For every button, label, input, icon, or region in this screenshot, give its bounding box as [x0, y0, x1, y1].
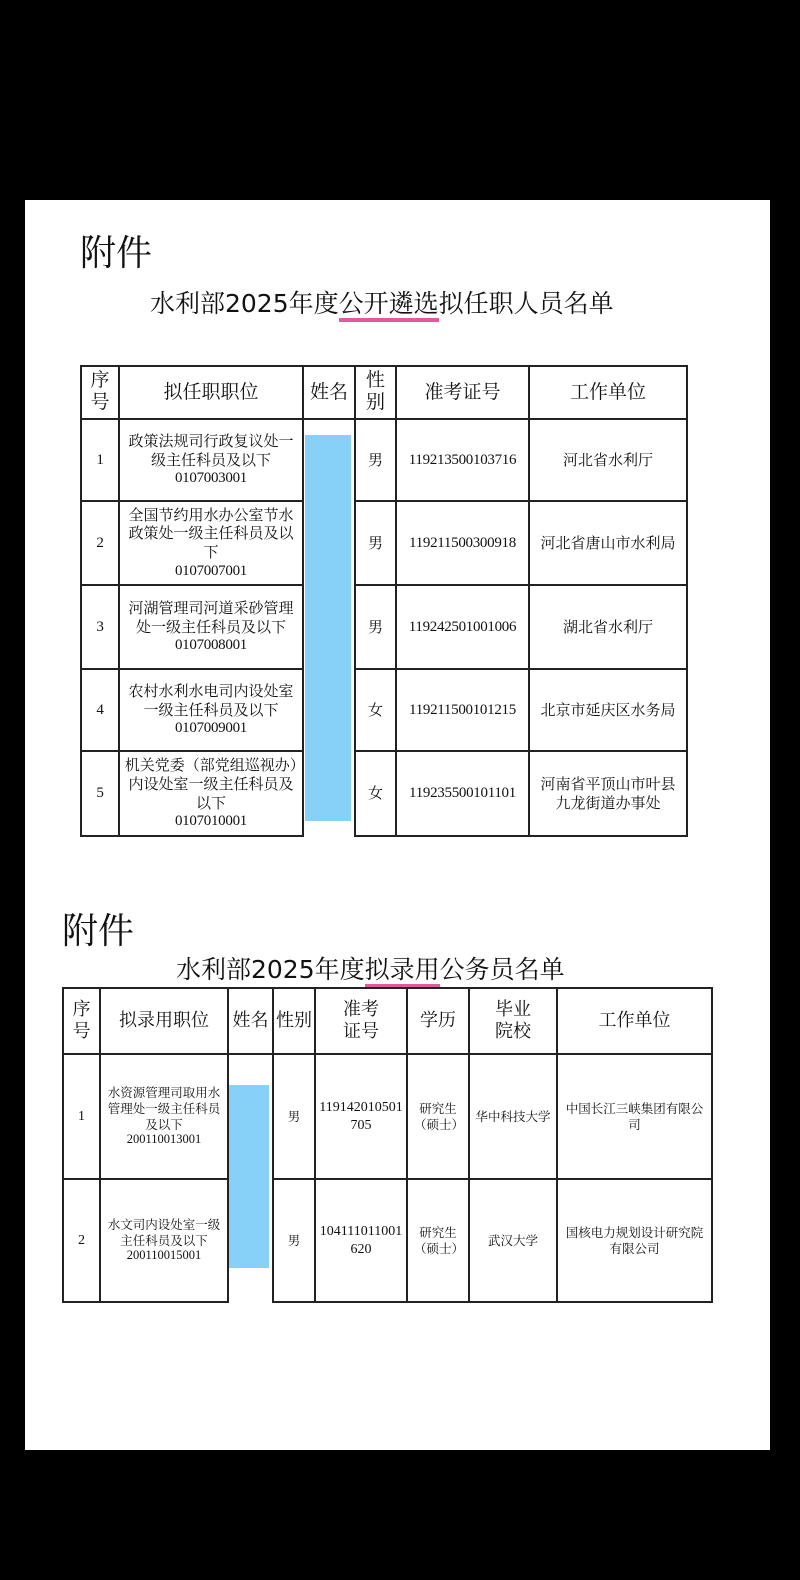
unit-cell: 河北省水利厅: [529, 419, 687, 501]
exam-id-cell: 119142010501705: [315, 1054, 407, 1179]
gender-cell: 女: [355, 669, 396, 751]
row-number: 3: [81, 585, 119, 669]
unit-cell: 河南省平顶山市叶县九龙街道办事处: [529, 751, 687, 836]
position-cell: 政策法规司行政复议处一级主任科员及以下 0107003001: [119, 419, 303, 501]
doc-title: [176, 954, 565, 986]
row-number: 1: [63, 1054, 100, 1179]
title-highlight: 拟录用: [365, 955, 440, 988]
header-cell: 毕业院校: [469, 988, 557, 1054]
table-row: [81, 419, 687, 501]
table-row: [81, 501, 687, 585]
appointee-table: [80, 365, 688, 837]
title-part: 水利部2025年度: [176, 955, 365, 984]
header-cell: 序号: [63, 988, 100, 1054]
exam-id-cell: 119242501001006: [396, 585, 529, 669]
title-part: 水利部2025年度: [150, 289, 339, 318]
gender-cell: 女: [355, 751, 396, 836]
header-cell: 准考证号: [396, 366, 529, 419]
position-cell: 水文司内设处室一级主任科员及以下 200110015001: [100, 1179, 228, 1302]
unit-cell: 国核电力规划设计研究院有限公司: [557, 1179, 712, 1302]
table-header-row: [81, 366, 687, 419]
unit-cell: 中国长江三峡集团有限公司: [557, 1054, 712, 1179]
title-highlight: 公开遴选: [339, 289, 439, 322]
gender-cell: 男: [355, 419, 396, 501]
row-number: 2: [63, 1179, 100, 1302]
row-number: 4: [81, 669, 119, 751]
gender-cell: 男: [355, 585, 396, 669]
title-part: 公务员名单: [439, 955, 565, 984]
header-cell: 学历: [407, 988, 469, 1054]
table-row: [63, 1054, 712, 1179]
education-cell: 研究生（硕士）: [407, 1054, 469, 1179]
school-cell: 武汉大学: [469, 1179, 557, 1302]
header-cell: 序号: [81, 366, 119, 419]
table-row: [81, 669, 687, 751]
unit-cell: 湖北省水利厅: [529, 585, 687, 669]
header-cell: 准考证号: [315, 988, 407, 1054]
exam-id-cell: 104111011001620: [315, 1179, 407, 1302]
position-cell: 农村水利水电司内设处室一级主任科员及以下 0107009001: [119, 669, 303, 751]
exam-id-cell: 119211500101215: [396, 669, 529, 751]
row-number: 1: [81, 419, 119, 501]
position-cell: 水资源管理司取用水管理处一级主任科员及以下 200110013001: [100, 1054, 228, 1179]
hire-table: [62, 987, 713, 1303]
attachment-label: 附件: [62, 911, 135, 952]
gender-cell: 男: [273, 1179, 315, 1302]
exam-id-cell: 119213500103716: [396, 419, 529, 501]
name-redaction: [229, 1085, 269, 1268]
gender-cell: 男: [273, 1054, 315, 1179]
header-cell: 性别: [273, 988, 315, 1054]
table-row: [63, 1179, 712, 1302]
table-row: [81, 585, 687, 669]
title-part: 拟任职人员名单: [438, 289, 614, 318]
name-redaction: [305, 435, 351, 821]
unit-cell: 北京市延庆区水务局: [529, 669, 687, 751]
header-cell: 工作单位: [529, 366, 687, 419]
school-cell: 华中科技大学: [469, 1054, 557, 1179]
attachment-label: 附件: [80, 233, 153, 274]
education-cell: 研究生（硕士）: [407, 1179, 469, 1302]
table-header-row: [63, 988, 712, 1054]
row-number: 5: [81, 751, 119, 836]
header-cell: 姓名: [303, 366, 355, 419]
position-cell: 河湖管理司河道采砂管理处一级主任科员及以下 0107008001: [119, 585, 303, 669]
header-cell: 性别: [355, 366, 396, 419]
header-cell: 拟录用职位: [100, 988, 228, 1054]
doc-title: [150, 288, 614, 320]
exam-id-cell: 119235500101101: [396, 751, 529, 836]
unit-cell: 河北省唐山市水利局: [529, 501, 687, 585]
header-cell: 姓名: [228, 988, 273, 1054]
position-cell: 机关党委（部党组巡视办）内设处室一级主任科员及以下 0107010001: [119, 751, 303, 836]
exam-id-cell: 119211500300918: [396, 501, 529, 585]
gender-cell: 男: [355, 501, 396, 585]
row-number: 2: [81, 501, 119, 585]
header-cell: 工作单位: [557, 988, 712, 1054]
table-row: [81, 751, 687, 836]
position-cell: 全国节约用水办公室节水政策处一级主任科员及以下 0107007001: [119, 501, 303, 585]
header-cell: 拟任职职位: [119, 366, 303, 419]
